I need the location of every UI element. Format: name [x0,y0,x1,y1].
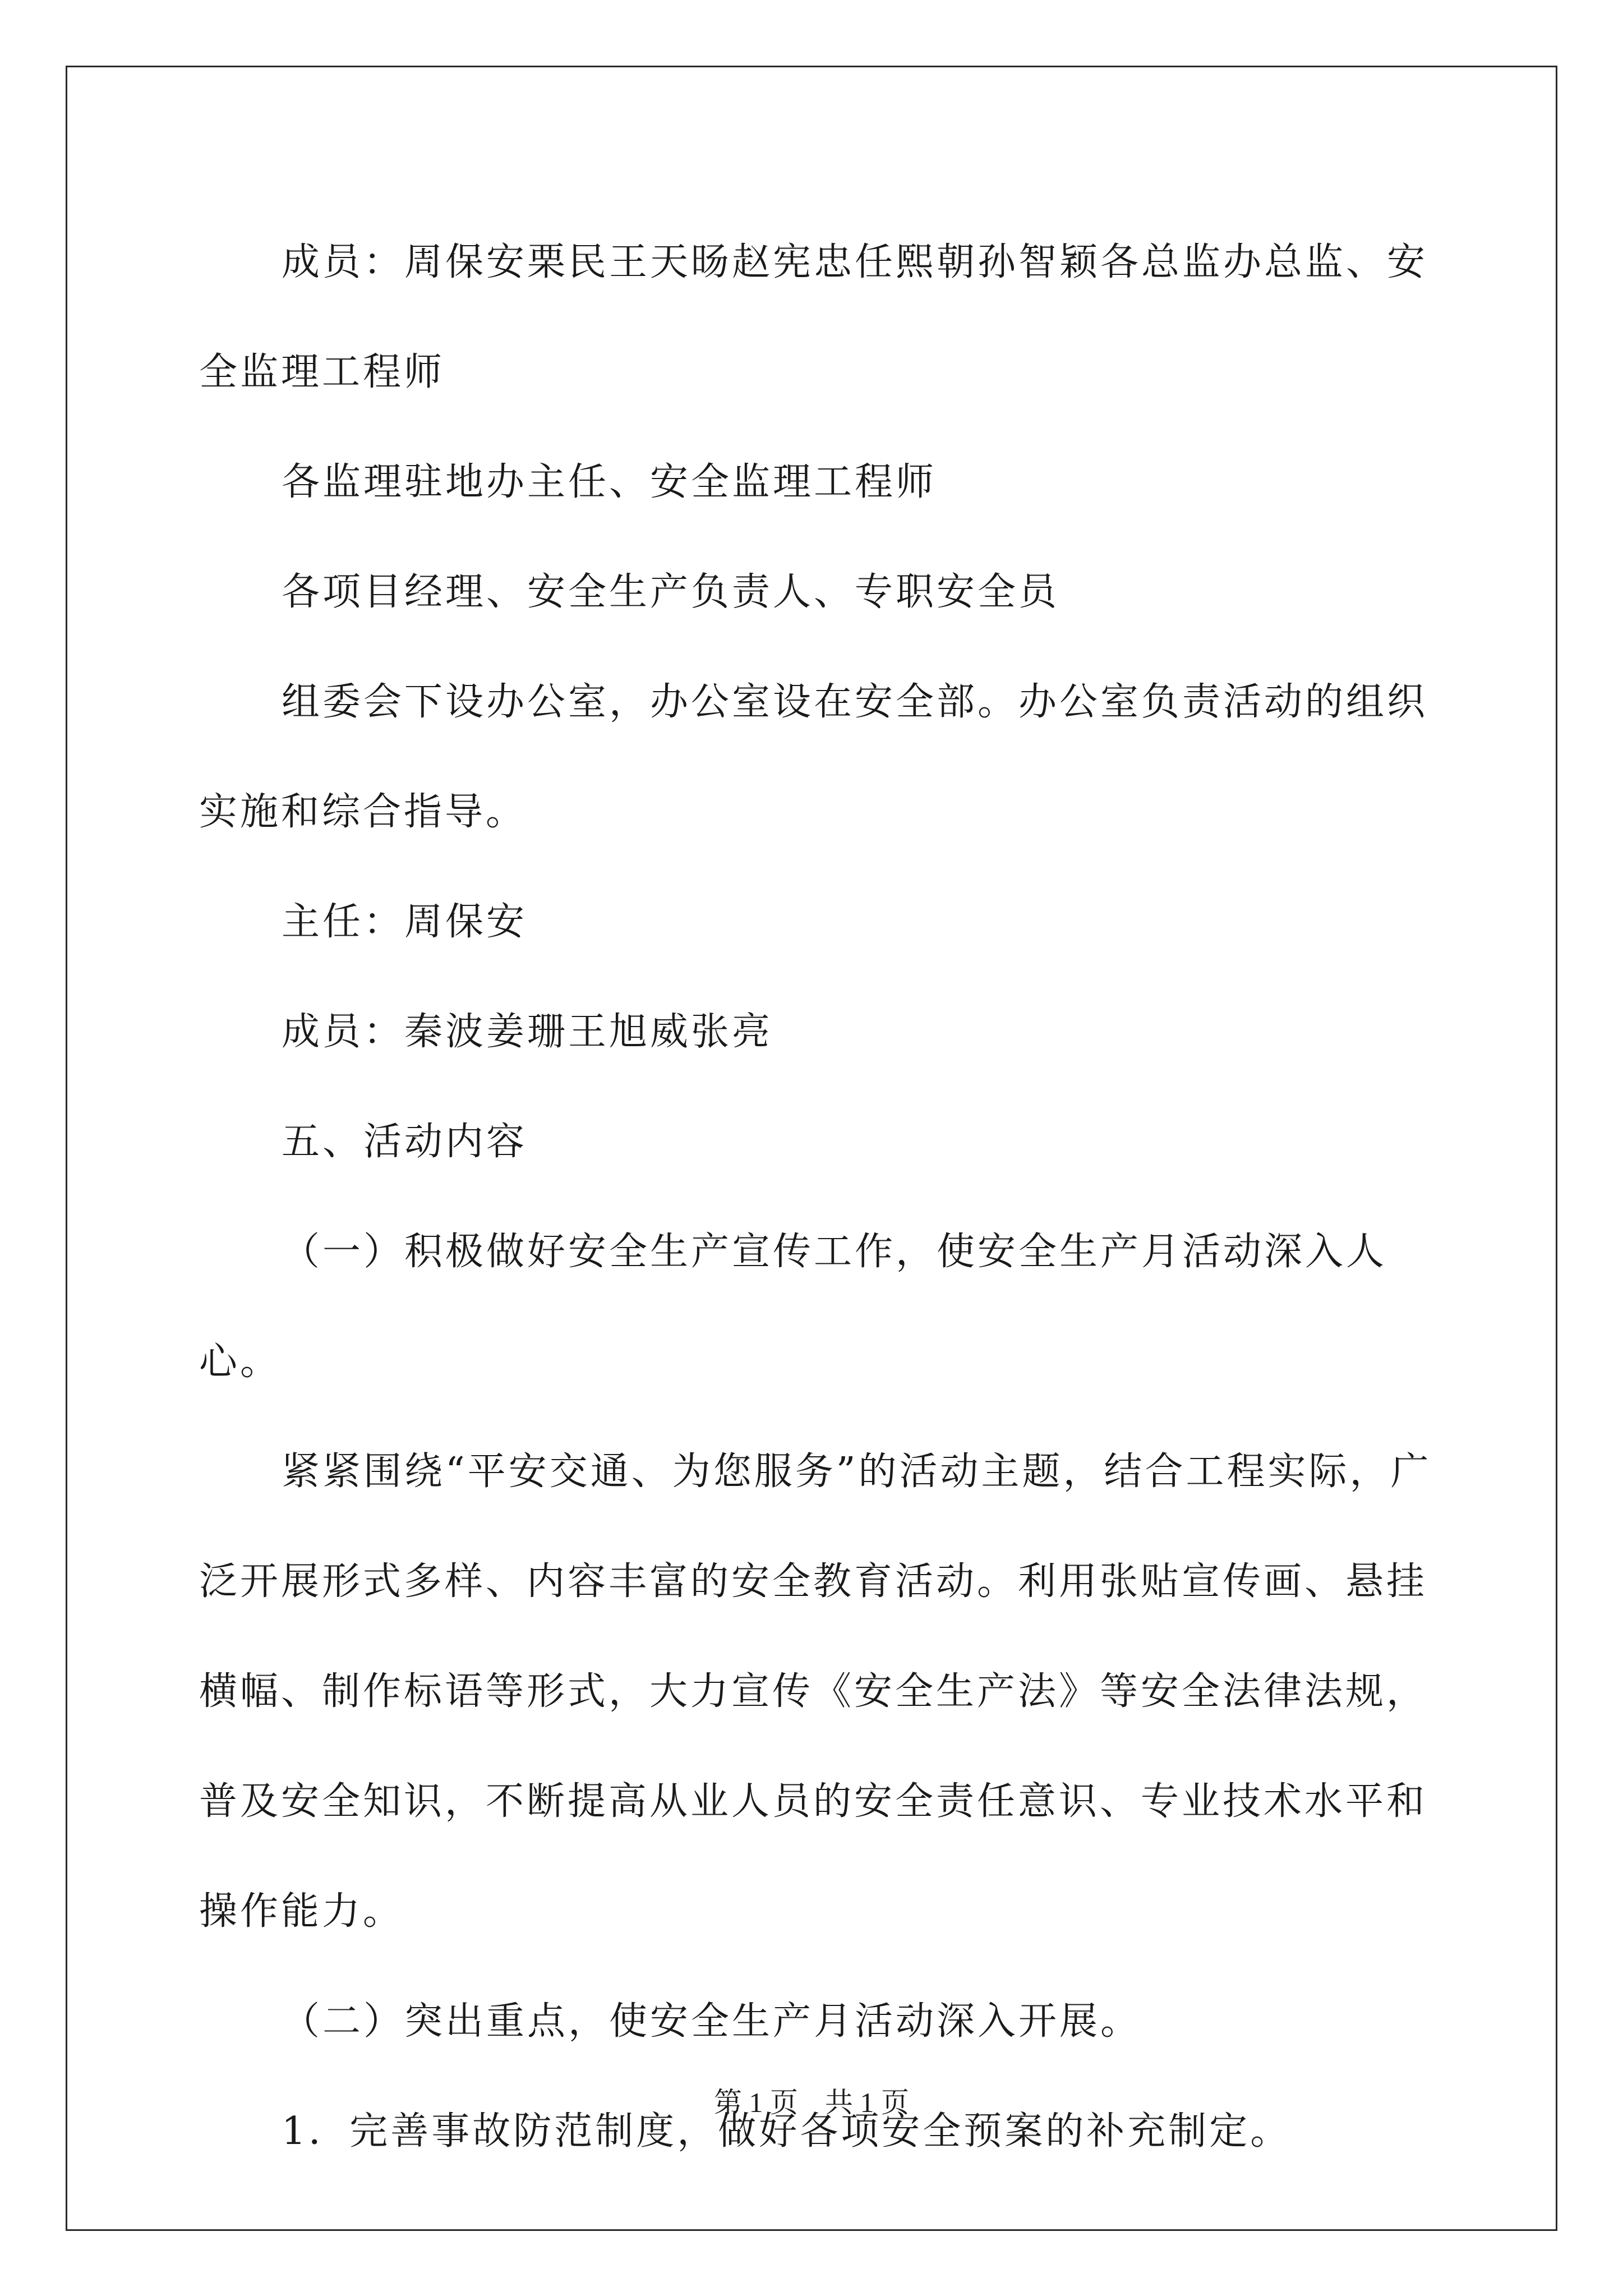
paragraph-office-members: 成员：秦波姜珊王旭威张亮 [282,1010,773,1054]
paragraph-publicity-details: 紧紧围绕“平安交通、为您服务”的活动主题，结合工程实际，广泛开展形式多样、内容丰富的安全教育活动。利用张贴宣传画、悬挂横幅、制作标语等形式，大力宣传《安全生产法》等安全法律法规，普及安全知识，不断提高从业人员的安全责任意识、专业技术水平和操作能力。 [199,1450,1432,1934]
page-footer [0,2086,1623,2119]
paragraph-supervision-office: 各监理驻地办主任、安全监理工程师 [282,460,937,504]
paragraph-project-managers: 各项目经理、安全生产负责人、专职安全员 [282,570,1060,614]
paragraph-accident-prevention: 1．完善事故防范制度，做好各项安全预案的补充制定。 [282,2109,1292,2154]
document-body [199,208,1450,2187]
paragraph-director: 主任：周保安 [282,900,528,944]
page-total: 共 1 页 [825,2087,909,2118]
section-heading-activity-content: 五、活动内容 [282,1120,528,1164]
subheading-key-points: （二）突出重点，使安全生产月活动深入开展。 [282,1999,1142,2044]
subheading-publicity: （一）积极做好安全生产宣传工作，使安全生产月活动深入人心。 [199,1230,1387,1384]
page-number: 第 1 页 [714,2087,798,2118]
paragraph-committee-office: 组委会下设办公室，办公室设在安全部。办公室负责活动的组织实施和综合指导。 [199,680,1428,834]
paragraph-members: 成员：周保安栗民王天旸赵宪忠任熙朝孙智颖各总监办总监、安全监理工程师 [199,240,1428,394]
